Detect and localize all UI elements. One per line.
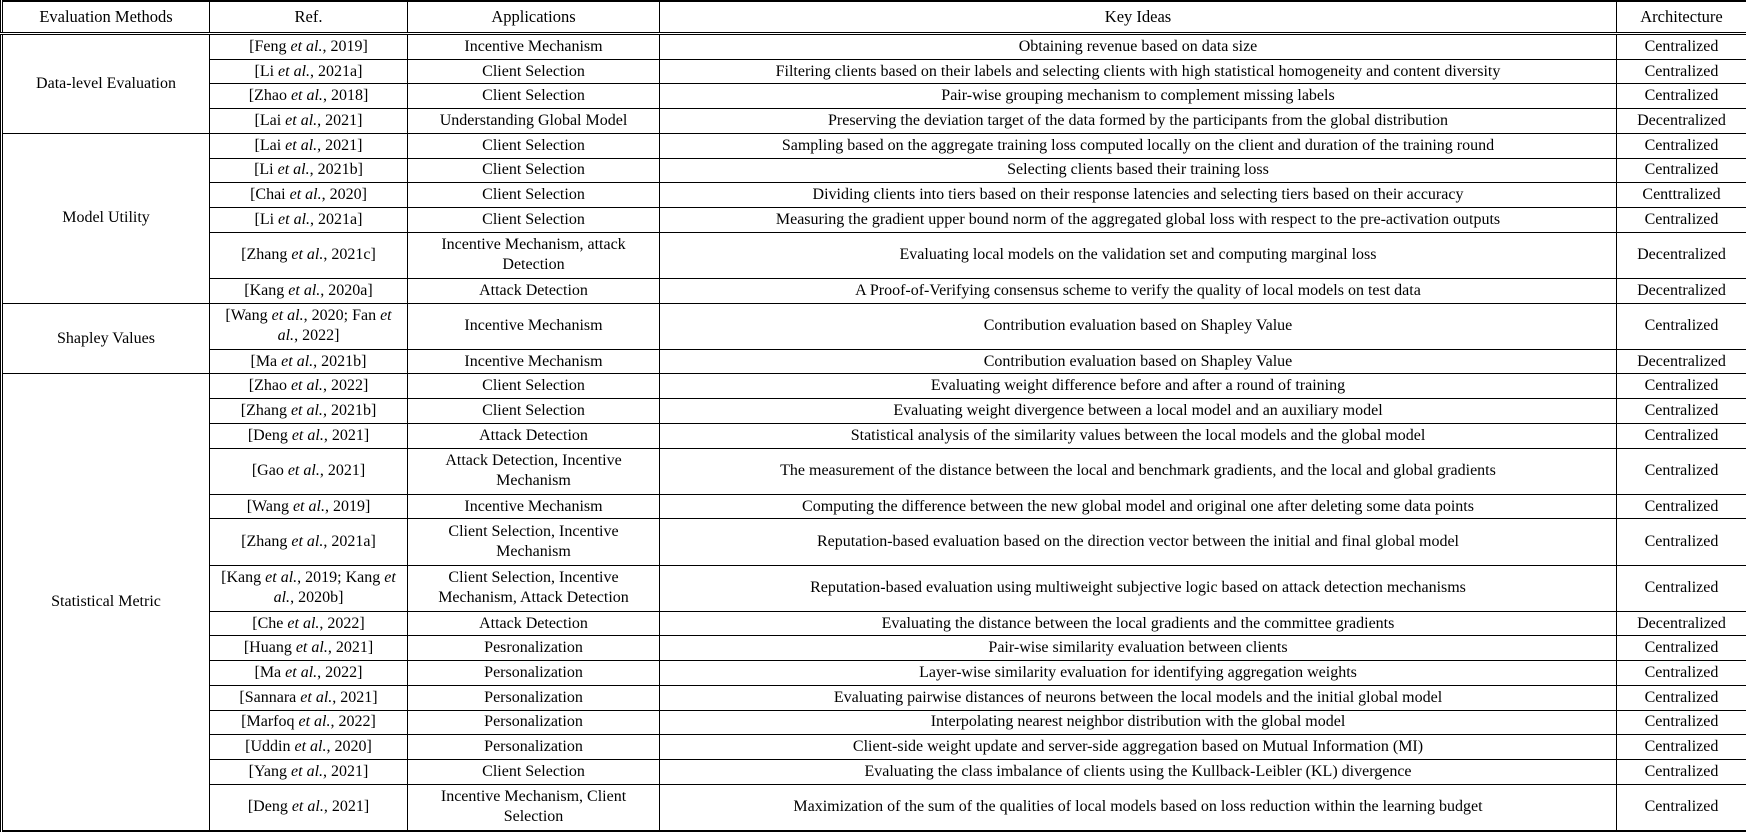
key-ideas-cell: Evaluating local models on the validation set and computing marginal loss [660,232,1617,278]
key-ideas-cell: Filtering clients based on their labels and selecting clients with high statistical homogeneity and content diversity [660,59,1617,84]
table-row [2,59,1746,84]
ref-cell: [Feng et al., 2019] [210,34,408,60]
key-ideas-cell: Interpolating nearest neighbor distribution with the global model [660,710,1617,735]
ref-cell: [Li et al., 2021b] [210,158,408,183]
architecture-cell: Centtralized [1617,183,1746,208]
key-ideas-cell: Dividing clients into tiers based on their response latencies and selecting tiers based on their accuracy [660,183,1617,208]
key-ideas-cell: Selecting clients based their training loss [660,158,1617,183]
key-ideas-cell: Evaluating the distance between the local gradients and the committee gradients [660,611,1617,636]
architecture-cell: Centralized [1617,59,1746,84]
key-ideas-cell: Reputation-based evaluation based on the direction vector between the initial and final global model [660,519,1617,565]
ref-cell: [Li et al., 2021a] [210,59,408,84]
architecture-cell: Decentralized [1617,611,1746,636]
key-ideas-cell: Maximization of the sum of the qualities of local models based on loss reduction within the learning budget [660,784,1617,831]
architecture-cell: Decentralized [1617,232,1746,278]
applications-cell: Client Selection, Incentive Mechanism, Attack Detection [408,565,660,611]
ref-cell: [Lai et al., 2021] [210,133,408,158]
ref-cell: [Li et al., 2021a] [210,207,408,232]
table-row [2,611,1746,636]
applications-cell: Client Selection [408,374,660,399]
architecture-cell: Centralized [1617,374,1746,399]
table-row [2,374,1746,399]
evaluation-method-cell: Shapley Values [2,303,210,374]
ref-cell: [Kang et al., 2019; Kang et al., 2020b] [210,565,408,611]
architecture-cell: Centralized [1617,84,1746,109]
ref-cell: [Ma et al., 2022] [210,661,408,686]
architecture-cell: Centralized [1617,423,1746,448]
ref-cell: [Huang et al., 2021] [210,636,408,661]
applications-cell: Client Selection, Incentive Mechanism [408,519,660,565]
table-row [2,494,1746,519]
applications-cell: Understanding Global Model [408,109,660,134]
applications-cell: Incentive Mechanism [408,303,660,349]
applications-cell: Personalization [408,710,660,735]
ref-cell: [Gao et al., 2021] [210,448,408,494]
ref-cell: [Zhang et al., 2021c] [210,232,408,278]
architecture-cell: Centralized [1617,784,1746,831]
table-row [2,636,1746,661]
applications-cell: Incentive Mechanism [408,494,660,519]
ref-cell: [Wang et al., 2020; Fan et al., 2022] [210,303,408,349]
architecture-cell: Centralized [1617,448,1746,494]
ref-cell: [Uddin et al., 2020] [210,735,408,760]
ref-cell: [Sannara et al., 2021] [210,685,408,710]
key-ideas-cell: Preserving the deviation target of the data formed by the participants from the global distribution [660,109,1617,134]
architecture-cell: Centralized [1617,34,1746,60]
table-row [2,399,1746,424]
table-row [2,784,1746,831]
table-row [2,303,1746,349]
applications-cell: Client Selection [408,207,660,232]
ref-cell: [Ma et al., 2021b] [210,349,408,374]
architecture-cell: Centralized [1617,133,1746,158]
ref-cell: [Chai et al., 2020] [210,183,408,208]
applications-cell: Incentive Mechanism, attack Detection [408,232,660,278]
key-ideas-cell: Computing the difference between the new global model and original one after deleting some data points [660,494,1617,519]
evaluation-method-cell: Data-level Evaluation [2,34,210,134]
architecture-cell: Centralized [1617,565,1746,611]
ref-cell: [Che et al., 2022] [210,611,408,636]
key-ideas-cell: Sampling based on the aggregate training loss computed locally on the client and duration of the training round [660,133,1617,158]
applications-cell: Client Selection [408,399,660,424]
architecture-cell: Centralized [1617,399,1746,424]
applications-cell: Client Selection [408,158,660,183]
applications-cell: Client Selection [408,133,660,158]
ref-cell: [Zhao et al., 2022] [210,374,408,399]
table-row [2,710,1746,735]
table-row [2,661,1746,686]
architecture-cell: Decentralized [1617,278,1746,303]
table-row [2,207,1746,232]
table-row [2,133,1746,158]
applications-cell: Attack Detection [408,423,660,448]
table-row [2,759,1746,784]
architecture-cell: Centralized [1617,494,1746,519]
table-row [2,34,1746,60]
applications-cell: Attack Detection, Incentive Mechanism [408,448,660,494]
architecture-cell: Centralized [1617,735,1746,760]
table-row [2,232,1746,278]
ref-cell: [Zhang et al., 2021a] [210,519,408,565]
key-ideas-cell: A Proof-of-Verifying consensus scheme to verify the quality of local models on test data [660,278,1617,303]
architecture-cell: Centralized [1617,661,1746,686]
table-row [2,685,1746,710]
table-row [2,448,1746,494]
table-row [2,565,1746,611]
key-ideas-cell: Contribution evaluation based on Shapley Value [660,349,1617,374]
architecture-cell: Decentralized [1617,109,1746,134]
key-ideas-cell: Layer-wise similarity evaluation for identifying aggregation weights [660,661,1617,686]
applications-cell: Attack Detection [408,278,660,303]
key-ideas-cell: Evaluating weight difference before and after a round of training [660,374,1617,399]
table-row [2,278,1746,303]
applications-cell: Personalization [408,685,660,710]
applications-cell: Attack Detection [408,611,660,636]
applications-cell: Incentive Mechanism, Client Selection [408,784,660,831]
evaluation-method-cell: Statistical Metric [2,374,210,831]
ref-cell: [Deng et al., 2021] [210,784,408,831]
architecture-cell: Centralized [1617,158,1746,183]
ref-cell: [Zhao et al., 2018] [210,84,408,109]
architecture-cell: Centralized [1617,207,1746,232]
architecture-cell: Centralized [1617,710,1746,735]
architecture-cell: Centralized [1617,685,1746,710]
applications-cell: Client Selection [408,183,660,208]
key-ideas-cell: Obtaining revenue based on data size [660,34,1617,60]
key-ideas-cell: Pair-wise similarity evaluation between clients [660,636,1617,661]
key-ideas-cell: Evaluating the class imbalance of clients using the Kullback-Leibler (KL) divergence [660,759,1617,784]
applications-cell: Incentive Mechanism [408,34,660,60]
table-row [2,84,1746,109]
ref-cell: [Kang et al., 2020a] [210,278,408,303]
architecture-cell: Centralized [1617,303,1746,349]
header-key-ideas: Key Ideas [660,1,1617,34]
key-ideas-cell: Pair-wise grouping mechanism to complement missing labels [660,84,1617,109]
table-row [2,423,1746,448]
table-row [2,158,1746,183]
ref-cell: [Yang et al., 2021] [210,759,408,784]
table-row [2,349,1746,374]
table-header [2,1,1746,34]
applications-cell: Client Selection [408,759,660,784]
key-ideas-cell: Evaluating pairwise distances of neurons between the local models and the initial global model [660,685,1617,710]
header-evaluation-methods: Evaluation Methods [2,1,210,34]
key-ideas-cell: The measurement of the distance between the local and benchmark gradients, and the local and global gradients [660,448,1617,494]
table-row [2,109,1746,134]
table-row [2,183,1746,208]
applications-cell: Client Selection [408,84,660,109]
applications-cell: Personalization [408,661,660,686]
architecture-cell: Decentralized [1617,349,1746,374]
applications-cell: Personalization [408,735,660,760]
key-ideas-cell: Evaluating weight divergence between a local model and an auxiliary model [660,399,1617,424]
key-ideas-cell: Contribution evaluation based on Shapley Value [660,303,1617,349]
architecture-cell: Centralized [1617,636,1746,661]
architecture-cell: Centralized [1617,759,1746,784]
header-row [2,1,1746,34]
header-applications: Applications [408,1,660,34]
key-ideas-cell: Client-side weight update and server-side aggregation based on Mutual Information (MI) [660,735,1617,760]
key-ideas-cell: Statistical analysis of the similarity values between the local models and the global model [660,423,1617,448]
ref-cell: [Deng et al., 2021] [210,423,408,448]
table-row [2,519,1746,565]
ref-cell: [Wang et al., 2019] [210,494,408,519]
evaluation-method-cell: Model Utility [2,133,210,303]
key-ideas-cell: Measuring the gradient upper bound norm of the aggregated global loss with respect to the pre-activation outputs [660,207,1617,232]
applications-cell: Pesronalization [408,636,660,661]
ref-cell: [Lai et al., 2021] [210,109,408,134]
table-body [2,34,1746,832]
header-ref: Ref. [210,1,408,34]
ref-cell: [Marfoq et al., 2022] [210,710,408,735]
key-ideas-cell: Reputation-based evaluation using multiweight subjective logic based on attack detection mechanisms [660,565,1617,611]
applications-cell: Incentive Mechanism [408,349,660,374]
applications-cell: Client Selection [408,59,660,84]
header-architecture: Architecture [1617,1,1746,34]
table-row [2,735,1746,760]
ref-cell: [Zhang et al., 2021b] [210,399,408,424]
architecture-cell: Centralized [1617,519,1746,565]
